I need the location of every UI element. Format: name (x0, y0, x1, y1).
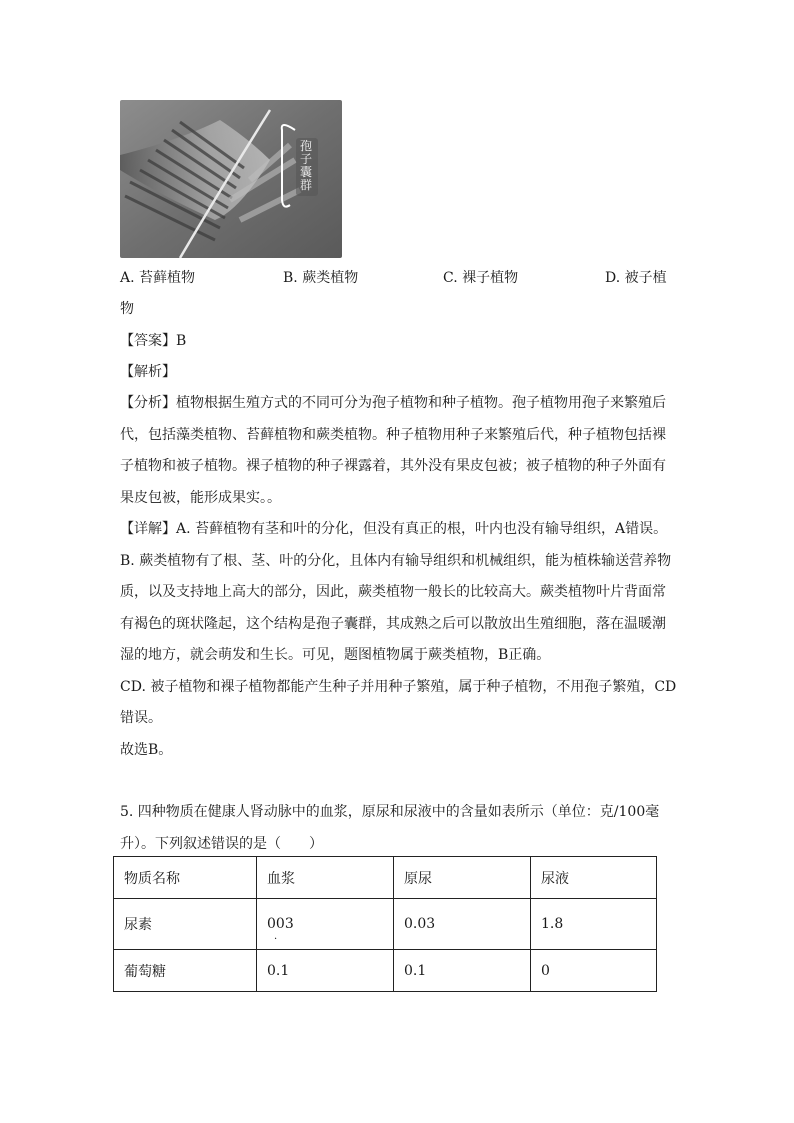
analysis-line: 代，包括藻类植物、苔藓植物和蕨类植物。种子植物用种子来繁殖后代，种子植物包括裸 (120, 426, 666, 443)
table-cell: 葡萄糖 (114, 950, 257, 992)
detail-line: 【详解】A. 苔藓植物有茎和叶的分化，但没有真正的根，叶内也没有输导组织，A错误。 (120, 521, 668, 537)
question-5 (120, 797, 680, 860)
detail-line: B. 蕨类植物有了根、茎、叶的分化，且体内有输导组织和机械组织，能为植株输送营养物 (120, 552, 672, 569)
analysis-line: 果皮包被，能形成果实。。 (120, 489, 281, 506)
detail-line: 湿的地方，就会萌发和生长。可见，题图植物属于蕨类植物，B正确。 (120, 647, 551, 663)
table-cell: 0.03 (394, 899, 531, 950)
figure-label: 孢子囊群 (300, 139, 313, 192)
table-header-cell: 血浆 (257, 857, 394, 899)
option-a: A. 苔藓植物 (120, 270, 196, 286)
table-row (114, 899, 657, 950)
detail-line: 有褐色的斑状隆起，这个结构是孢子囊群，其成熟之后可以散放出生殖细胞，落在温暖潮 (120, 615, 666, 632)
urea-plasma-digits: 003 (267, 916, 294, 932)
detail-line: CD. 被子植物和裸子植物都能产生种子并用种子繁殖，属于种子植物，不用孢子繁殖，CD (120, 678, 677, 695)
option-b: B. 蕨类植物 (283, 270, 359, 286)
detail-line: 错误。 (120, 710, 162, 726)
table-header-row (114, 857, 657, 899)
table-cell: 0 (531, 950, 657, 992)
detail-line: 故选B。 (120, 741, 173, 758)
analysis-paragraph (120, 388, 680, 514)
table-cell (257, 899, 394, 950)
table-row (114, 950, 657, 992)
urea-plasma-value (267, 916, 294, 945)
table-cell: 0.1 (257, 950, 394, 992)
table-header-cell: 原尿 (394, 857, 531, 899)
fern-leaf-photo (120, 100, 342, 258)
analysis-line: 【分析】植物根据生殖方式的不同可分为孢子植物和种子植物。孢子植物用孢子来繁殖后 (120, 395, 666, 411)
option-d: D. 被子植 (605, 270, 667, 286)
table-cell: 1.8 (531, 899, 657, 950)
table-header-cell: 物质名称 (114, 857, 257, 899)
table-cell: 尿素 (114, 899, 257, 950)
analysis-line: 子植物和被子植物。裸子植物的种子裸露着，其外没有果皮包被；被子植物的种子外面有 (120, 458, 666, 474)
question-line: 5. 四种物质在健康人肾动脉中的血浆，原尿和尿液中的含量如表所示（单位：克/100毫 (120, 804, 660, 820)
option-c: C. 裸子植物 (443, 270, 519, 286)
analysis-heading: 【解析】 (120, 364, 176, 380)
detail-line: 质，以及支持地上高大的部分，因此，蕨类植物一般长的比较高大。蕨类植物叶片背面常 (120, 584, 666, 600)
question-line: 升）。下列叙述错误的是（ ） (120, 835, 323, 852)
urea-plasma-dot: · (274, 934, 278, 945)
table-header-cell: 尿液 (531, 857, 657, 899)
detail-paragraph (120, 514, 680, 766)
option-d-wrap: 物 (120, 301, 134, 317)
answer-line: 【答案】B (120, 333, 187, 349)
substance-table (113, 856, 657, 992)
table-cell: 0.1 (394, 950, 531, 992)
